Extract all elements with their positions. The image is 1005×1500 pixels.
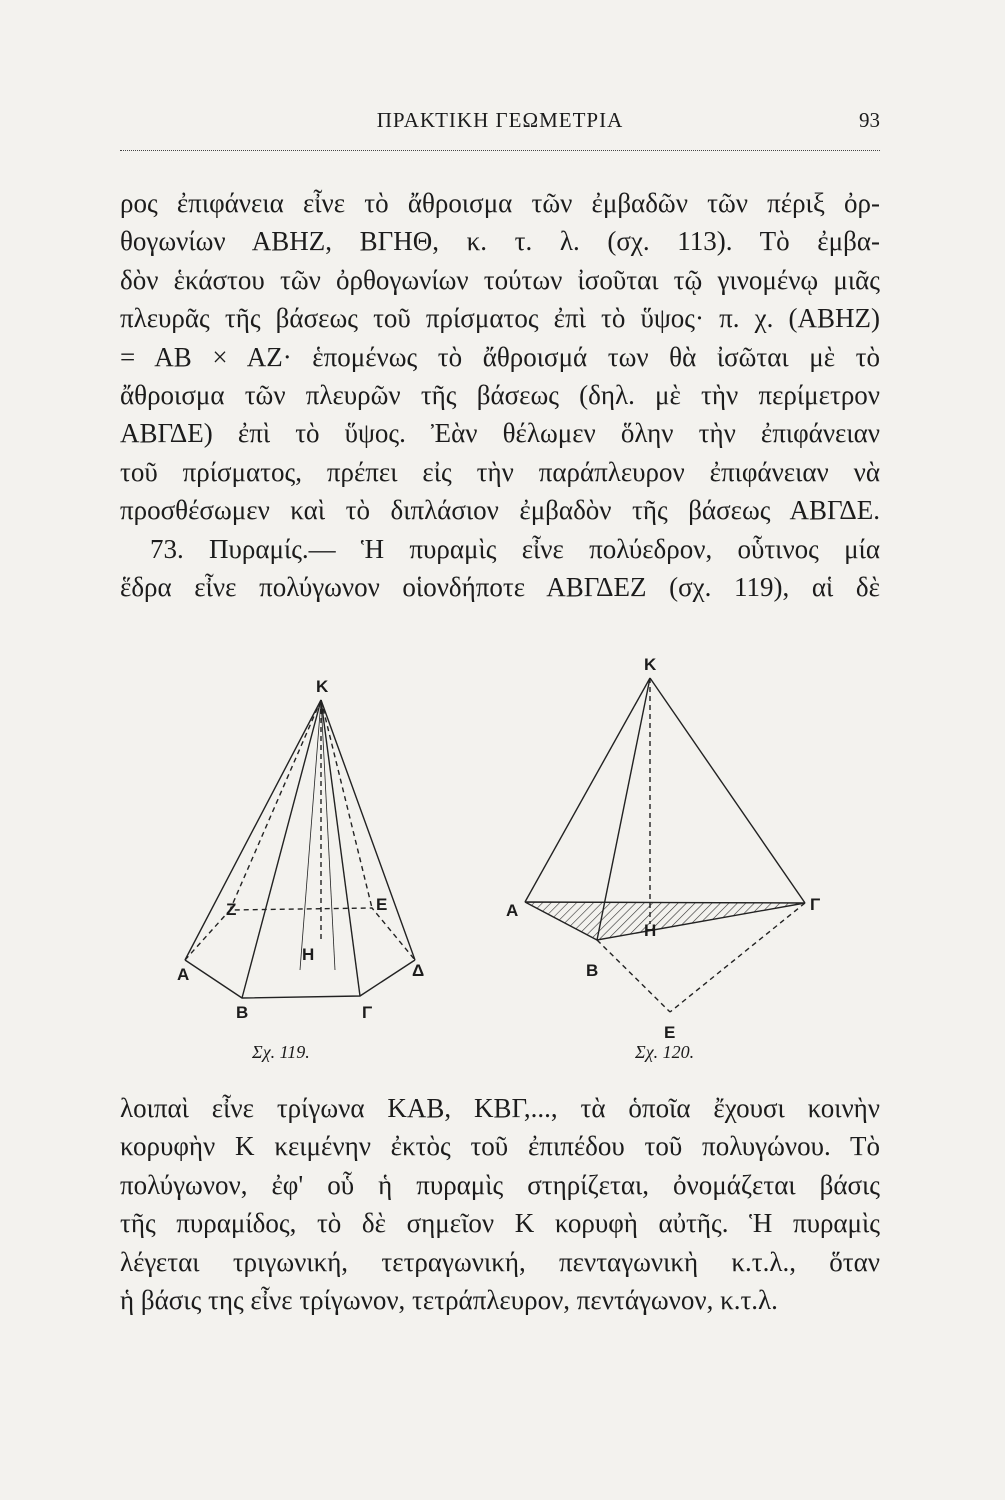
text-line: δὸν ἑκάστου τῶν ὀρθογωνίων τούτων ἰσοῦται τῷ γινομένῳ μιᾶς — [120, 264, 880, 295]
fig119-label-g: Γ — [362, 1003, 373, 1022]
text-line: κορυφὴν Κ κειμένην ἐκτὸς τοῦ ἐπιπέδου τοῦ πολυγώνου. Τὸ — [120, 1131, 880, 1162]
figures-area — [160, 640, 860, 1070]
figure-119-drawing — [185, 700, 415, 998]
fig120-label-b: Β — [586, 961, 599, 980]
text-line: λέγεται τριγωνική, τετραγωνική, πενταγωνικὴ κ.τ.λ., ὅταν — [120, 1246, 880, 1277]
fig119-label-e: Ε — [376, 895, 388, 914]
text-line: ἡ βάσις της εἶνε τρίγωνον, τετράπλευρον, πεντάγωνον, κ.τ.λ. — [120, 1285, 778, 1316]
figure-119-caption: Σχ. 119. — [252, 1042, 310, 1062]
fig119-label-h: Η — [302, 945, 315, 964]
figures-svg — [160, 640, 860, 1070]
text-line: ρος ἐπιφάνεια εἶνε τὸ ἄθροισμα τῶν ἐμβαδῶν τῶν πέριξ ὀρ- — [120, 188, 880, 218]
running-head: ΠΡΑΚΤΙΚΗ ΓΕΩΜΕΤΡΙΑ — [376, 108, 624, 132]
text-line: πολύγωνον, ἐφ' οὗ ἡ πυραμὶς στηρίζεται, ὀνομάζεται βάσις — [120, 1169, 880, 1200]
text-line: τοῦ πρίσματος, πρέπει εἰς τὴν παράπλευρον ἐπιφάνειαν νὰ — [120, 456, 880, 487]
fig120-label-apex: Κ — [644, 655, 657, 674]
paragraph-bottom — [120, 1089, 880, 1319]
header-rule — [120, 150, 880, 151]
fig120-label-g: Γ — [810, 895, 821, 914]
text-line: θογωνίων ΑΒΗΖ, ΒΓΗΘ, κ. τ. λ. (σχ. 113). Τὸ ἐμβα- — [120, 226, 880, 257]
page-header — [120, 108, 880, 142]
page-number: 93 — [859, 108, 880, 132]
text-line: πλευρᾶς τῆς βάσεως τοῦ πρίσματος ἐπὶ τὸ ὕψος· π. χ. (ΑΒΗΖ) — [120, 303, 880, 334]
paragraph-top — [120, 184, 880, 606]
text-line: ΑΒΓΔΕ) ἐπὶ τὸ ὕψος. Ἐὰν θέλωμεν ὅλην τὴν ἐπιφάνειαν — [120, 418, 880, 449]
figure-120-caption: Σχ. 120. — [635, 1042, 695, 1062]
fig120-label-a: Α — [506, 901, 519, 920]
fig119-label-a: Α — [177, 965, 190, 984]
fig120-label-e: Ε — [664, 1023, 676, 1042]
fig119-label-apex: Κ — [316, 677, 329, 696]
fig119-label-b: Β — [236, 1003, 249, 1022]
text-line: ἄθροισμα τῶν πλευρῶν τῆς βάσεως (δηλ. μὲ τὴν περίμετρον — [120, 380, 880, 411]
fig120-label-h: Η — [644, 921, 657, 940]
figure-120-drawing — [525, 678, 805, 1012]
text-line: λοιπαὶ εἶνε τρίγωνα ΚΑΒ, ΚΒΓ,..., τὰ ὁποῖα ἔχουσι κοινὴν — [120, 1093, 880, 1123]
text-line: ἕδρα εἶνε πολύγωνον οἱονδήποτε ΑΒΓΔΕΖ (σχ. 119), αἱ δὲ — [120, 572, 880, 603]
fig119-label-d: Δ — [412, 961, 425, 980]
text-line: τῆς πυραμίδος, τὸ δὲ σημεῖον Κ κορυφὴ αὐτῆς. Ἡ πυραμὶς — [120, 1208, 880, 1239]
fig119-label-z: Ζ — [226, 900, 237, 919]
section-heading-line: 73. Πυραμίς.— Ἡ πυραμὶς εἶνε πολύεδρον, οὗτινος μία — [150, 533, 880, 564]
text-line: προσθέσωμεν καὶ τὸ διπλάσιον ἐμβαδὸν τῆς βάσεως ΑΒΓΔΕ. — [120, 495, 880, 526]
text-line: = ΑΒ × ΑΖ· ἑπομένως τὸ ἄθροισμά των θὰ ἰσῶται μὲ τὸ — [120, 341, 880, 372]
